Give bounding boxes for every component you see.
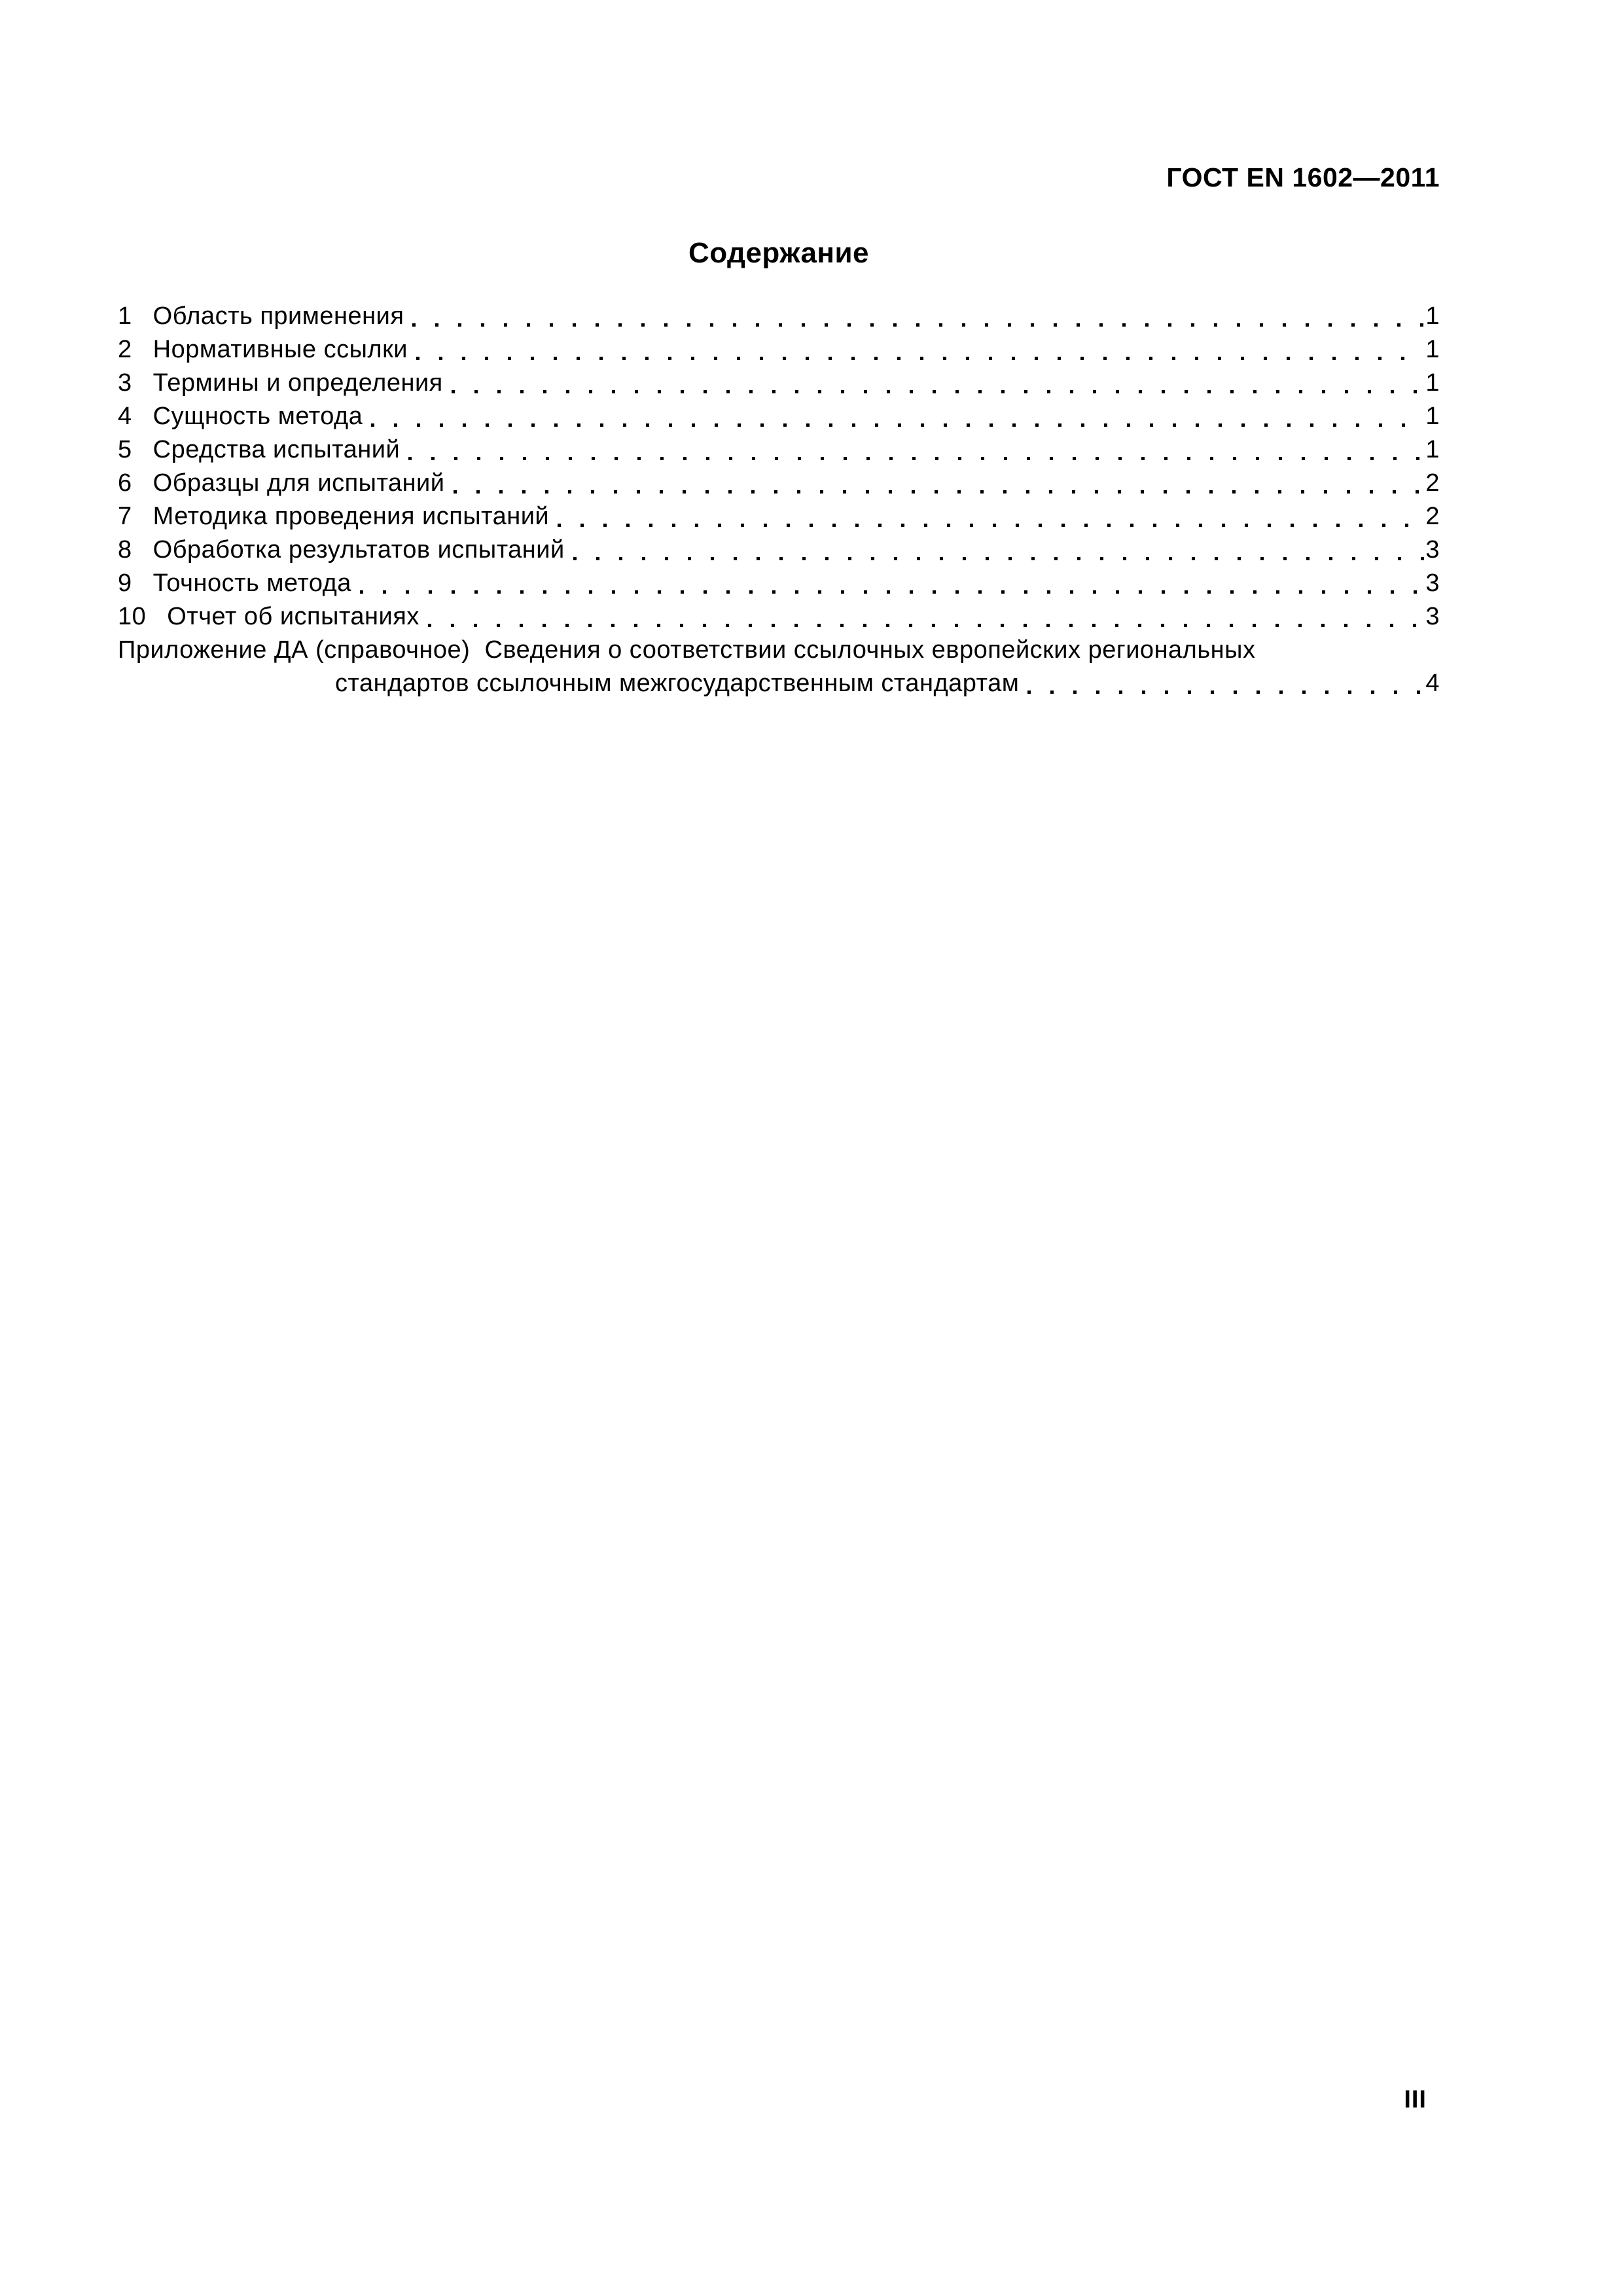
toc-entry-page: 3 <box>1425 536 1440 564</box>
toc-entry-number: 3 <box>118 369 132 397</box>
dot-leader <box>371 400 1424 433</box>
toc-entry-title: Сущность метода <box>152 403 363 430</box>
toc-entry <box>118 467 1440 500</box>
toc-entry-number: 6 <box>118 469 132 497</box>
toc-entry <box>118 600 1440 634</box>
toc-entry-number: 10 <box>118 603 147 630</box>
toc-entry <box>118 300 1440 333</box>
toc-entry-page: 4 <box>1425 670 1440 697</box>
toc-entry-title: Термины и определения <box>152 369 443 397</box>
toc-entry-title: Точность метода <box>152 569 351 597</box>
toc-entry-page: 1 <box>1425 369 1440 397</box>
dot-leader <box>416 333 1424 367</box>
toc-entry-number: 4 <box>118 403 132 430</box>
dot-leader <box>428 600 1425 634</box>
toc-entry-title: Область применения <box>152 302 404 330</box>
toc-entry-page: 2 <box>1425 503 1440 530</box>
toc-appendix-line2 <box>118 667 1440 700</box>
toc-entry-page: 1 <box>1425 302 1440 330</box>
document-code: ГОСТ EN 1602—2011 <box>1166 162 1440 192</box>
toc-entry-number: 8 <box>118 536 132 564</box>
toc-entry-page: 3 <box>1425 569 1440 597</box>
toc-appendix-text: Приложение ДА (справочное) Сведения о соответствии ссылочных европейских региональных <box>118 636 1256 664</box>
toc-appendix-line1 <box>118 634 1440 667</box>
toc-entry <box>118 500 1440 533</box>
dot-leader <box>412 300 1424 333</box>
toc-entry-page: 1 <box>1425 436 1440 463</box>
dot-leader <box>573 533 1425 567</box>
toc-entry-page: 2 <box>1425 469 1440 497</box>
toc-entry-page: 1 <box>1425 336 1440 363</box>
toc-entry <box>118 533 1440 567</box>
toc-entry-page: 1 <box>1425 403 1440 430</box>
toc-entry <box>118 567 1440 600</box>
toc-entry <box>118 367 1440 400</box>
toc-entry-page: 3 <box>1425 603 1440 630</box>
toc-entry-number: 9 <box>118 569 132 597</box>
table-of-contents <box>118 300 1440 700</box>
toc-entry-number: 2 <box>118 336 132 363</box>
toc-entry <box>118 400 1440 433</box>
toc-entry <box>118 333 1440 367</box>
page-title: Содержание <box>688 237 870 269</box>
toc-entry-number: 7 <box>118 503 132 530</box>
toc-entry-title: Методика проведения испытаний <box>152 503 550 530</box>
toc-entry-title: Нормативные ссылки <box>152 336 408 363</box>
dot-leader <box>408 433 1424 467</box>
dot-leader <box>1027 667 1424 700</box>
toc-entry <box>118 433 1440 467</box>
toc-entry-title: Образцы для испытаний <box>152 469 445 497</box>
toc-entry-number: 5 <box>118 436 132 463</box>
page-number: III <box>1404 2086 1427 2113</box>
toc-entry-title: Средства испытаний <box>152 436 401 463</box>
dot-leader <box>558 500 1424 533</box>
toc-entry-title: Обработка результатов испытаний <box>152 536 565 564</box>
toc-entry-title: Отчет об испытаниях <box>167 603 419 630</box>
dot-leader <box>454 467 1425 500</box>
toc-appendix-text-continued: стандартов ссылочным межгосударственным стандартам <box>335 670 1020 697</box>
dot-leader <box>452 367 1425 400</box>
toc-entry-number: 1 <box>118 302 132 330</box>
dot-leader <box>360 567 1424 600</box>
